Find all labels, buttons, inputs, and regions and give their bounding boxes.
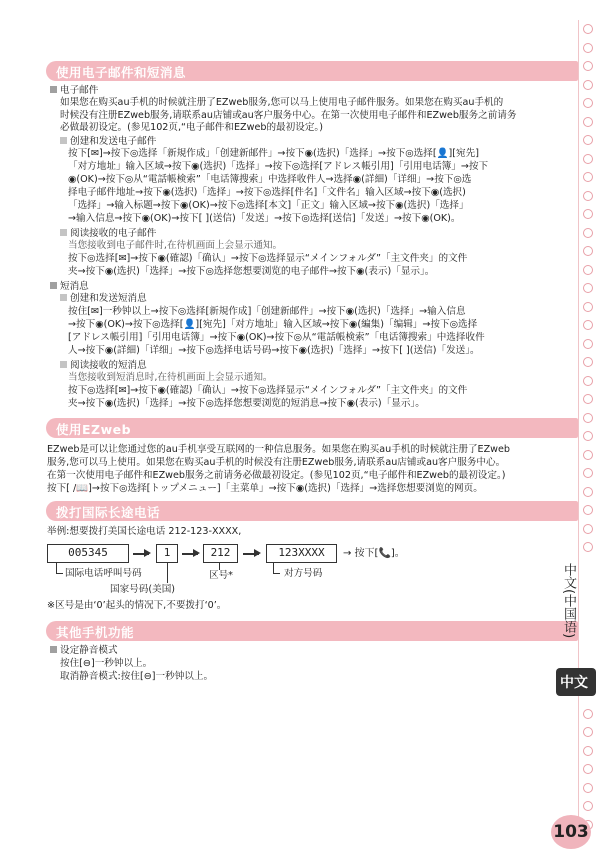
spiral-ring xyxy=(583,376,593,386)
spiral-ring xyxy=(583,209,593,219)
spiral-ring xyxy=(583,487,593,497)
spiral-ring xyxy=(583,450,593,460)
bracket-3 xyxy=(219,563,220,570)
label-intl-prefix: 国际电话呼叫号码 xyxy=(65,568,142,579)
section-title-other: 其他手机功能 xyxy=(56,625,135,640)
sms-create-line-2: →按下◉(OK)→按下◎选择[👤][宛先]「对方地址」输入区域→按下◉(編集)「编辑」→按下◎选择 xyxy=(68,319,478,330)
sms-read-line-2: 按下◎选择[✉]→按下◉(確認)「确认」→按下◎选择显示“メインフォルダ”「主文件夹」的文件 xyxy=(68,385,468,396)
spiral-ring xyxy=(583,542,593,552)
ezweb-line-2: 服务,您可以马上使用。如果您在购买au手机的时候没有注册EZweb服务,请联系au店铺或au客户服务中心。 xyxy=(47,457,506,468)
intl-note: ※区号是由‘0’起头的情况下,不要拨打‘0’。 xyxy=(47,600,227,611)
spiral-ring xyxy=(583,191,593,201)
spiral-ring xyxy=(583,320,593,330)
spiral-ring xyxy=(583,783,593,793)
spiral-ring xyxy=(583,339,593,349)
press-call-key: → 按下[📞]。 xyxy=(343,548,405,559)
spiral-ring xyxy=(583,505,593,515)
intl-example: 举例:想要拨打美国长途电话 212-123-XXXX, xyxy=(47,526,242,537)
spiral-ring xyxy=(583,154,593,164)
sms-read-title: 阅读接收的短消息 xyxy=(60,360,147,372)
ezweb-line-1: EZweb是可以让您通过您的au手机享受互联网的一种信息服务。如果您在购买au手机的时候就注册了EZweb xyxy=(47,444,511,455)
page-number: 103 xyxy=(553,822,589,842)
spiral-ring xyxy=(583,61,593,71)
create-mail-line-4: 择电子邮件地址→按下◉(选択)「选择」→按下◎选择[件名]「文件名」输入区域→按下◉(选択) xyxy=(68,187,466,198)
silent-mode-title: 设定静音模式 xyxy=(50,645,118,657)
sms-create-line-4: 人→按下◉(詳細)「详细」→按下◎选择电话号码→按下◉(选択)「选择」→按下[ ](送信)「发送」。 xyxy=(68,345,480,356)
language-badge xyxy=(556,668,596,696)
ezweb-line-4: 按下[ /📖]→按下◎选择[トップメニュー]「主菜单」→按下◉(选択)「选择」→选择您想要浏览的网页。 xyxy=(47,483,483,494)
spiral-ring xyxy=(583,265,593,275)
spiral-ring xyxy=(583,524,593,534)
spiral-ring xyxy=(583,43,593,53)
spiral-ring xyxy=(583,80,593,90)
bracket-2 xyxy=(167,563,168,583)
sms-create-line-3: [アドレス帳引用]「引用电话簿」→按下◉(OK)→按下◎从“電話帳検索”「电话簿搜索」中选择收件 xyxy=(68,332,485,343)
arrow-2 xyxy=(182,553,198,555)
label-country-code: 国家号码(美国) xyxy=(110,584,176,595)
spiral-ring xyxy=(583,135,593,145)
heading-mail: 电子邮件 xyxy=(50,85,98,97)
spiral-ring xyxy=(583,228,593,238)
read-mail-line-2: 按下◎选择[✉]→按下◉(確認)「确认」→按下◎选择显示“メインフォルダ”「主文件夹」的文件 xyxy=(68,253,468,264)
sms-create-line-1: 按住[✉]一秒钟以上→按下◎选择[新規作成]「创建新邮件」→按下◉(选択)「选择」→输入信息 xyxy=(68,306,466,317)
section-header-ezweb xyxy=(46,418,578,438)
spiral-ring xyxy=(583,98,593,108)
label-phone-number: 对方号码 xyxy=(284,568,323,579)
spiral-ring xyxy=(583,117,593,127)
spiral-ring xyxy=(583,431,593,441)
bracket-4 xyxy=(273,563,280,574)
create-mail-title: 创建和发送电子邮件 xyxy=(60,136,156,148)
create-mail-line-5: 「选择」→输入标题→按下◉(OK)→按下◎选择[本文]「正文」输入区域→按下◉(选択)「选择」 xyxy=(68,200,469,211)
mail-intro-2: 时候没有注册EZweb服务,请联系au店铺或au客户服务中心。在第一次使用电子邮件和EZweb服务之前请务 xyxy=(60,109,517,121)
ezweb-line-3: 在第一次使用电子邮件和EZweb服务之前请务必做最初设定。(参见102页,“电子邮件和EZweb的最初设定。) xyxy=(47,470,506,481)
sms-create-title: 创建和发送短消息 xyxy=(60,293,147,305)
read-mail-title: 阅读接收的电子邮件 xyxy=(60,228,156,240)
section-title-ezweb: 使用EZweb xyxy=(56,422,132,437)
create-mail-line-6: →输入信息→按下◉(OK)→按下[ ](送信)「发送」→按下◎选择[送信]「发送」→按下◉(OK)。 xyxy=(68,213,461,224)
spiral-ring xyxy=(583,246,593,256)
spiral-ring xyxy=(583,709,593,719)
spiral-ring xyxy=(583,357,593,367)
phone-number-box: 123XXXX xyxy=(266,544,337,563)
arrow-3 xyxy=(243,553,259,555)
spiral-ring xyxy=(583,727,593,737)
label-area-code: 区号* xyxy=(209,570,233,581)
read-mail-line-3: 夹→按下◉(选択)「选择」→按下◎选择您想要浏览的电子邮件→按下◉(表示)「显示」。 xyxy=(68,266,435,277)
spiral-ring xyxy=(583,283,593,293)
section-title-intl: 拨打国际长途电话 xyxy=(56,505,161,520)
sms-read-line-3: 夹→按下◉(选択)「选择」→按下◎选择您想要浏览的短消息→按下◉(表示)「显示」。 xyxy=(68,398,425,409)
language-badge-text: 中文 xyxy=(560,675,588,691)
spiral-ring xyxy=(583,172,593,182)
intl-prefix-box: 005345 xyxy=(47,544,129,563)
spiral-ring xyxy=(583,302,593,312)
bracket-1 xyxy=(56,563,63,574)
section-title-email: 使用电子邮件和短消息 xyxy=(56,65,187,80)
area-code-box: 212 xyxy=(203,544,238,563)
silent-mode-on: 按住[⊖]一秒钟以上。 xyxy=(60,658,153,669)
section-header-other xyxy=(46,621,578,641)
mail-intro-3: 必做最初设定。(参见102页,“电子邮件和EZweb的最初设定。) xyxy=(60,122,323,133)
spiral-ring xyxy=(583,413,593,423)
create-mail-line-2: 「对方地址」输入区域→按下◉(选択)「选择」→按下◎选择[アドレス帳引用]「引用电话簿」→按下 xyxy=(68,161,489,172)
section-header-intl xyxy=(46,501,578,521)
spiral-ring xyxy=(583,394,593,404)
section-header-email xyxy=(46,61,578,81)
spiral-ring xyxy=(583,24,593,34)
arrow-1 xyxy=(133,553,149,555)
read-mail-line-1: 当您接收到电子邮件时,在待机画面上会显示通知。 xyxy=(68,240,283,251)
country-code-box: 1 xyxy=(156,544,178,563)
spiral-ring xyxy=(583,764,593,774)
spiral-ring xyxy=(583,801,593,811)
spiral-ring xyxy=(583,468,593,478)
create-mail-line-3: ◉(OK)→按下◎从“電話帳検索”「电话簿搜索」中选择收件人→选择◉(詳細)「详细」→按下◎选 xyxy=(68,174,472,185)
mail-intro-1: 如果您在购买au手机的时候就注册了EZweb服务,您可以马上使用电子邮件服务。如果您在购买au手机的 xyxy=(60,97,504,108)
create-mail-line-1: 按下[✉]→按下◎选择「新規作成」「创建新邮件」→按下◉(选択)「选择」→按下◎选择[👤][宛先] xyxy=(68,148,479,159)
spiral-ring xyxy=(583,746,593,756)
sms-read-line-1: 当您接收到短消息时,在待机画面上会显示通知。 xyxy=(68,372,273,383)
silent-mode-off: 取消静音模式:按住[⊖]一秒钟以上。 xyxy=(60,671,214,682)
heading-sms: 短消息 xyxy=(50,281,89,293)
side-language-label: 中文(中国语) xyxy=(561,563,576,639)
